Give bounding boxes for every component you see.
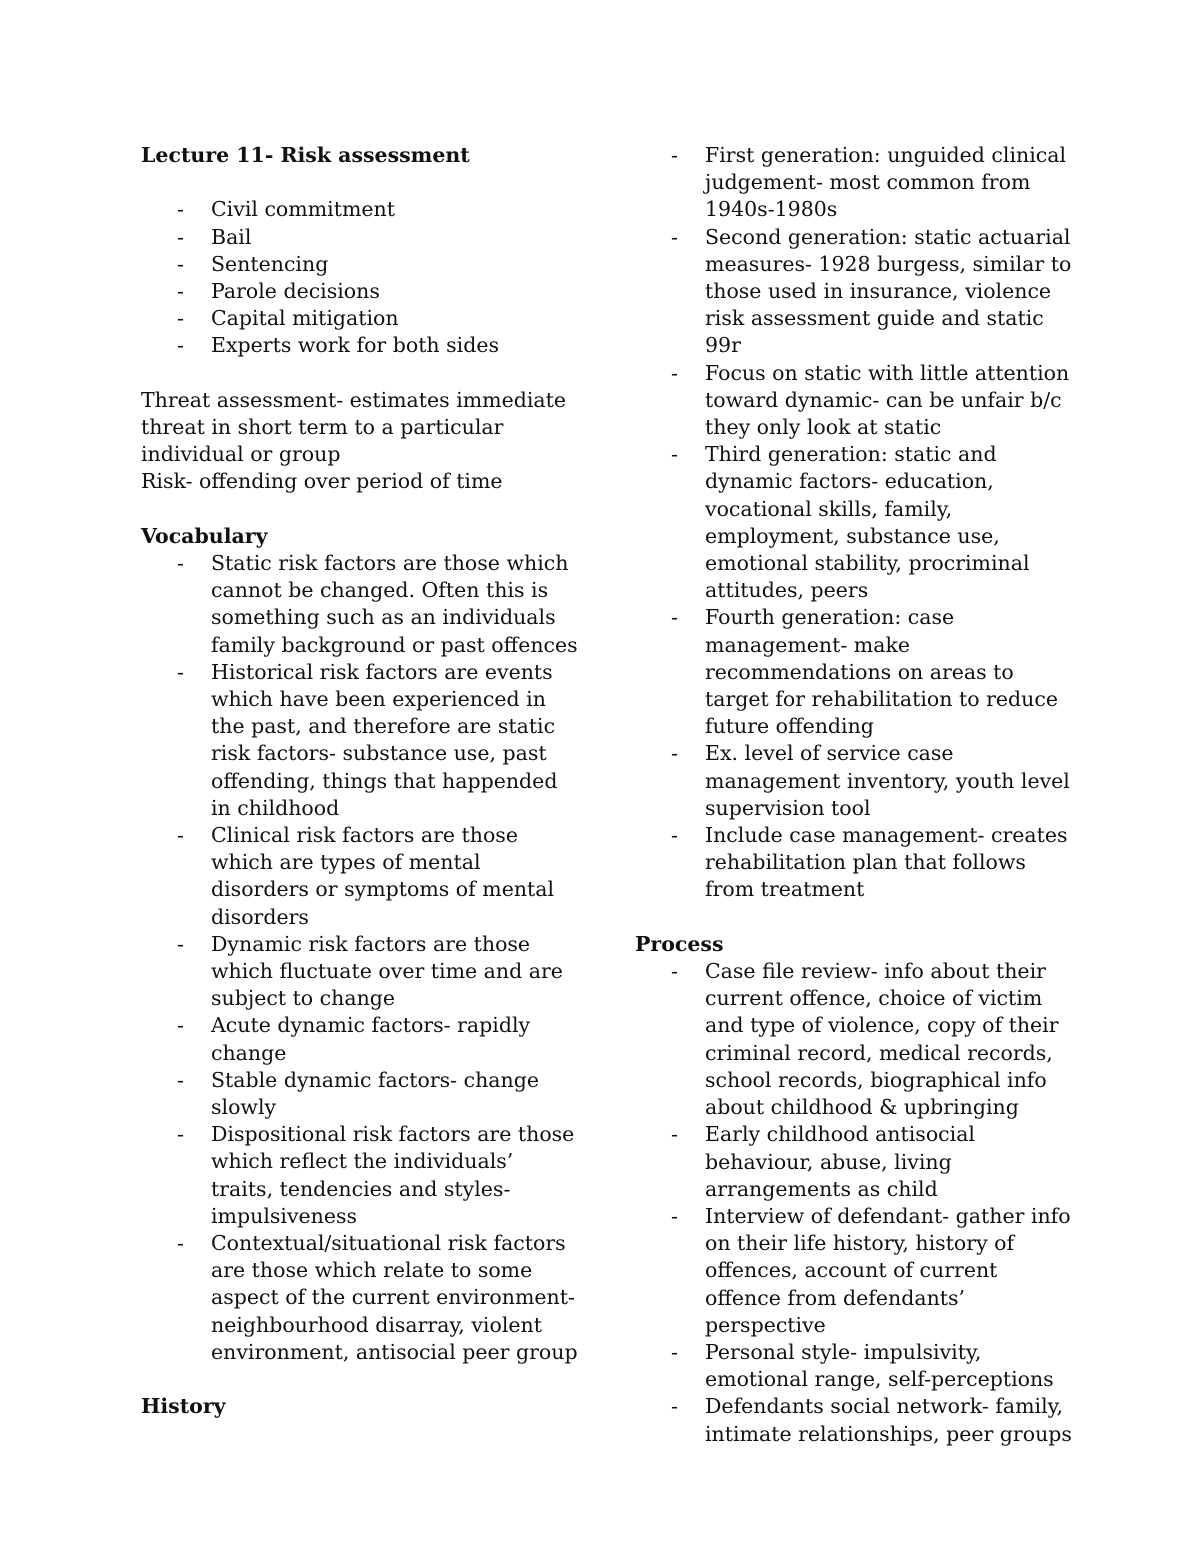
- vocabulary-heading: Vocabulary: [141, 523, 268, 548]
- history-heading: History: [141, 1394, 226, 1419]
- list-item: - Second generation: static actuarial measures- 1928 burgess, similar to those used in insurance, violence risk assessment guide and static 99r: [635, 224, 1075, 360]
- list-item: - Dispositional risk factors are those which reflect the individuals’ traits, tendencies and styles- impulsiveness: [141, 1121, 581, 1230]
- list-item: - Acute dynamic factors- rapidly change: [141, 1012, 581, 1066]
- list-item: - Third generation: static and dynamic factors- education, vocational skills, family, employment, substance use, emotional stability, procriminal attitudes, peers: [635, 441, 1075, 604]
- process-heading: Process: [635, 931, 724, 956]
- list-item: - Parole decisions: [141, 278, 581, 305]
- list-item: - Early childhood antisocial behaviour, abuse, living arrangements as child: [635, 1121, 1075, 1203]
- list-item: - Fourth generation: case management- make recommendations on areas to target for rehabilitation to reduce future offending: [635, 604, 1075, 740]
- history-list: [635, 142, 1075, 904]
- list-item: - Historical risk factors are events which have been experienced in the past, and therefore are static risk factors- substance use, past offending, things that happended in childhood: [141, 659, 581, 822]
- list-item: - Sentencing: [141, 251, 581, 278]
- list-item: - Contextual/situational risk factors are those which relate to some aspect of the current environment- neighbourhood disarray, violent environment, antisocial peer group: [141, 1230, 581, 1366]
- list-item: - Experts work for both sides: [141, 332, 581, 359]
- list-item: - Ex. level of service case management inventory, youth level supervision tool: [635, 740, 1075, 822]
- list-item: - Static risk factors are those which cannot be changed. Often this is something such as an individuals family background or past offences: [141, 550, 581, 659]
- list-item: - Interview of defendant- gather info on their life history, history of offences, account of current offence from defendants’ perspective: [635, 1203, 1075, 1339]
- risk-definition: Risk- offending over period of time: [141, 469, 503, 494]
- intro-list: [141, 196, 581, 359]
- spacer: [635, 904, 1075, 931]
- spacer: [141, 169, 581, 196]
- list-item: - Clinical risk factors are those which are types of mental disorders or symptoms of mental disorders: [141, 822, 581, 931]
- list-item: - Focus on static with little attention toward dynamic- can be unfair b/c they only look at static: [635, 360, 1075, 442]
- threat-definition: Threat assessment- estimates immediate threat in short term to a particular individual or group: [141, 387, 567, 467]
- list-item: - Bail: [141, 224, 581, 251]
- vocabulary-list: [141, 550, 581, 1366]
- list-item: - Capital mitigation: [141, 305, 581, 332]
- list-item: - Include case management- creates rehabilitation plan that follows from treatment: [635, 822, 1075, 904]
- list-item: - Personal style- impulsivity, emotional range, self-perceptions: [635, 1339, 1075, 1393]
- list-item: - Stable dynamic factors- change slowly: [141, 1067, 581, 1121]
- left-column: [141, 142, 581, 1420]
- list-item: - Defendants social network- family, intimate relationships, peer groups: [635, 1393, 1075, 1447]
- spacer: [141, 496, 581, 523]
- list-item: - Dynamic risk factors are those which fluctuate over time and are subject to change: [141, 931, 581, 1013]
- lecture-title: Lecture 11- Risk assessment: [141, 143, 470, 167]
- process-list: [635, 958, 1075, 1448]
- spacer: [141, 360, 581, 387]
- list-item: - Civil commitment: [141, 196, 581, 223]
- list-item: - First generation: unguided clinical judgement- most common from 1940s-1980s: [635, 142, 1075, 224]
- spacer: [141, 1366, 581, 1393]
- right-column: [635, 142, 1075, 1448]
- list-item: - Case file review- info about their current offence, choice of victim and type of violence, copy of their criminal record, medical records, school records, biographical info about childhood & upbringing: [635, 958, 1075, 1121]
